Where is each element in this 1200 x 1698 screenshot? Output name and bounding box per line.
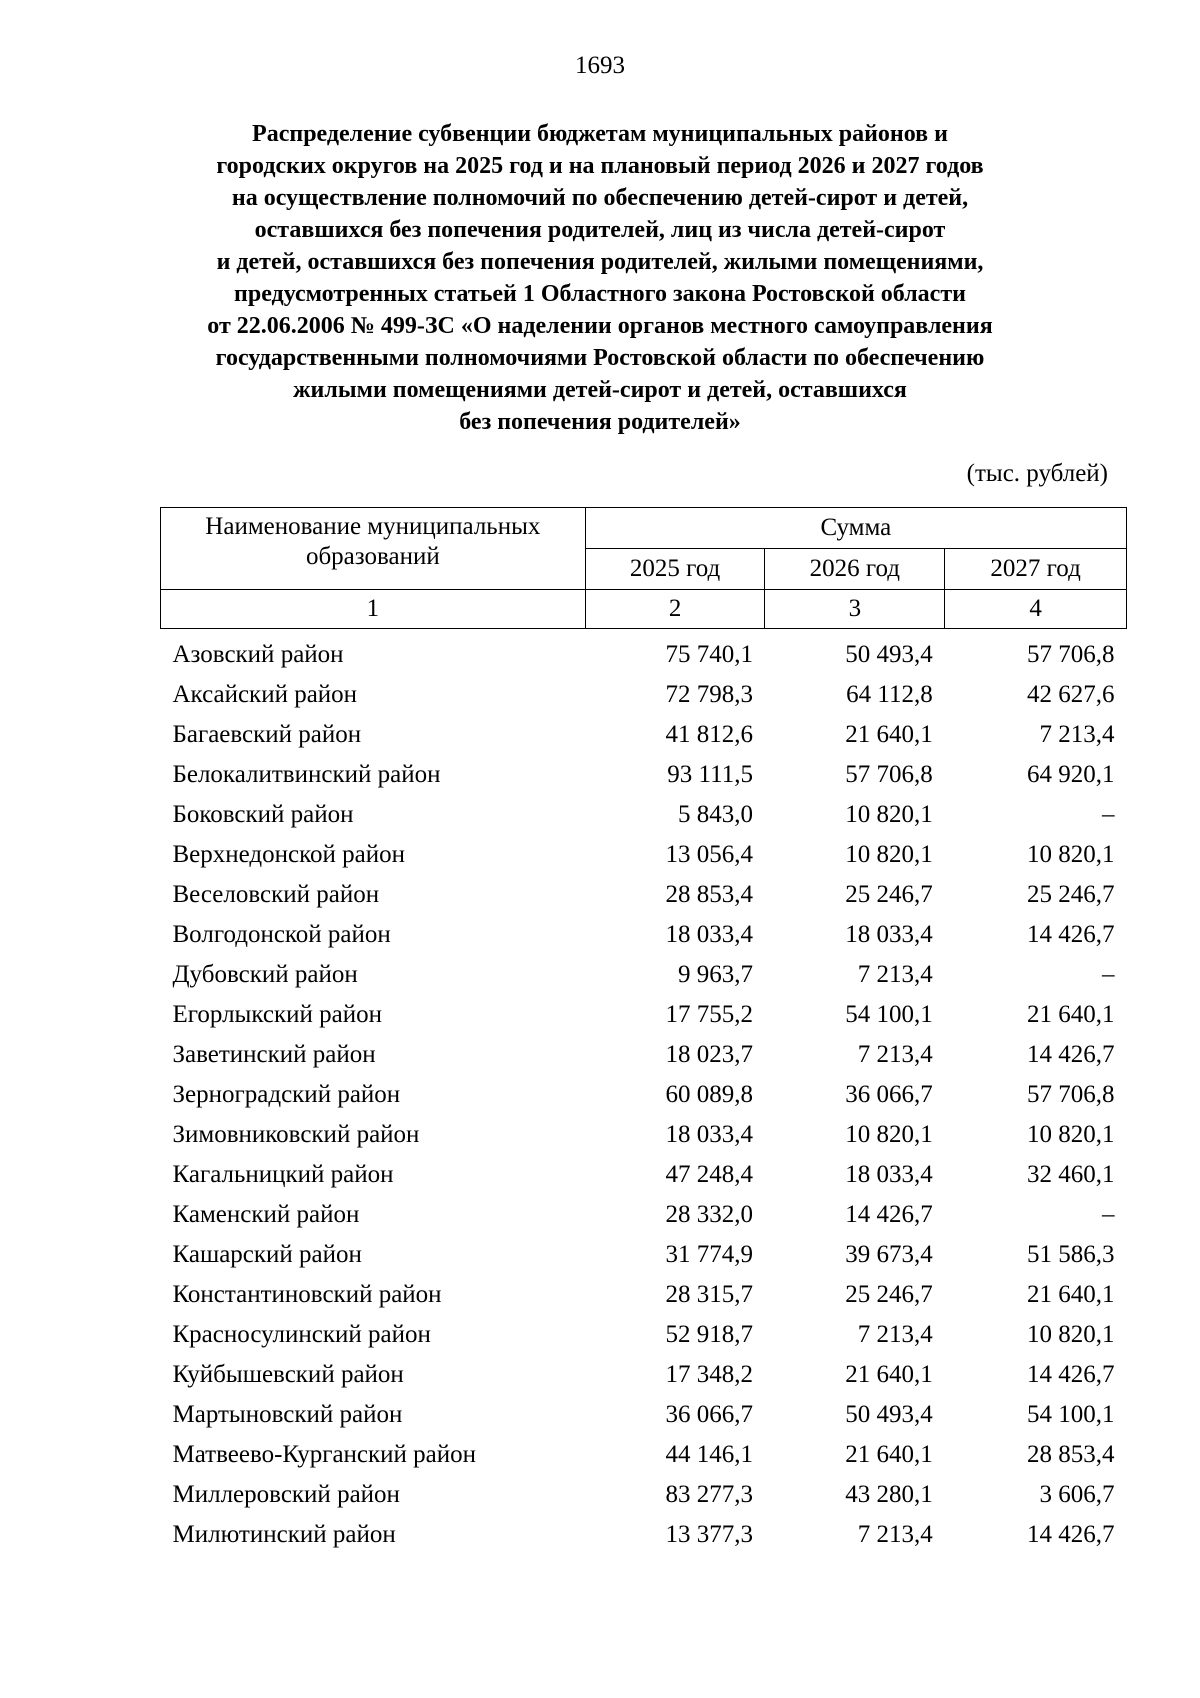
amount-2027-cell: 57 706,8: [1027, 1081, 1115, 1108]
amount-2025-cell: 41 812,6: [665, 721, 753, 748]
amount-2026-cell: 7 213,4: [857, 1041, 933, 1068]
amount-2026-cell: 25 246,7: [845, 881, 933, 908]
amount-2027-cell: 25 246,7: [1027, 881, 1115, 908]
amount-2027-cell: 21 640,1: [1027, 1281, 1115, 1308]
amount-2027-cell: –: [1102, 1201, 1115, 1228]
amount-2026-cell: 21 640,1: [845, 1441, 933, 1468]
amount-2025-cell: 28 315,7: [665, 1281, 753, 1308]
amount-2027-cell: 21 640,1: [1027, 1001, 1115, 1028]
municipality-name-cell: Зимовниковский район: [172, 1121, 420, 1148]
table-row: [161, 955, 1127, 995]
header-index: 1: [161, 590, 586, 629]
municipality-name-cell: Зерноградский район: [172, 1081, 401, 1108]
amount-2027-cell: –: [1102, 961, 1115, 988]
amount-2026-cell: 18 033,4: [845, 921, 933, 948]
amount-2027-cell: 14 426,7: [1027, 1041, 1115, 1068]
amount-2026-cell: 14 426,7: [845, 1201, 933, 1228]
municipality-name-cell: Заветинский район: [172, 1041, 376, 1068]
amount-2026-cell: 21 640,1: [845, 721, 933, 748]
amount-2025-cell: 9 963,7: [677, 961, 753, 988]
amount-2026-cell: 7 213,4: [857, 1321, 933, 1348]
amount-2026-cell: 39 673,4: [845, 1241, 933, 1268]
amount-2025-cell: 17 348,2: [665, 1361, 753, 1388]
amount-2026-cell: 36 066,7: [845, 1081, 933, 1108]
amount-2026-cell: 21 640,1: [845, 1361, 933, 1388]
amount-2027-cell: 10 820,1: [1027, 841, 1115, 868]
table-row: [161, 1035, 1127, 1075]
amount-2025-cell: 18 033,4: [665, 921, 753, 948]
municipality-name-cell: Веселовский район: [172, 881, 380, 908]
amount-2026-cell: 7 213,4: [857, 1521, 933, 1548]
title-line: Распределение субвенции бюджетам муниципальных районов и: [252, 121, 948, 147]
municipality-name-cell: Красносулинский район: [172, 1321, 431, 1348]
table-row: [161, 1155, 1127, 1195]
amount-2027-cell: 57 706,8: [1027, 641, 1115, 668]
amount-2027-cell: 3 606,7: [1039, 1481, 1115, 1508]
amount-2027-cell: 10 820,1: [1027, 1321, 1115, 1348]
title-line: оставшихся без попечения родителей, лиц из числа детей-сирот: [254, 217, 946, 243]
amount-2026-cell: 54 100,1: [845, 1001, 933, 1028]
amount-2026-cell: 10 820,1: [845, 841, 933, 868]
municipality-name-cell: Каменский район: [172, 1201, 360, 1228]
amount-2025-cell: 13 056,4: [665, 841, 753, 868]
amount-2026-cell: 10 820,1: [845, 1121, 933, 1148]
title-line: жилыми помещениями детей-сирот и детей, оставшихся: [293, 377, 907, 403]
table-row: [161, 1195, 1127, 1235]
table-row: [161, 835, 1127, 875]
distribution-table: [160, 507, 1127, 1555]
table-row: [161, 1315, 1127, 1355]
municipality-name-cell: Егорлыкский район: [172, 1001, 382, 1028]
table-row: [161, 1515, 1127, 1555]
amount-2027-cell: 14 426,7: [1027, 921, 1115, 948]
title-line: без попечения родителей»: [459, 409, 741, 435]
municipality-name-cell: Кашарский район: [172, 1241, 362, 1268]
municipality-name-cell: Верхнедонской район: [172, 841, 405, 868]
header-year-2026: 2026 год: [765, 549, 945, 590]
amount-2025-cell: 28 853,4: [665, 881, 753, 908]
page-number: 1693: [575, 52, 625, 79]
title-line: от 22.06.2006 № 499-ЗС «О наделении органов местного самоуправления: [207, 313, 993, 339]
table-row: [161, 715, 1127, 755]
amount-2027-cell: 54 100,1: [1027, 1401, 1115, 1428]
municipality-name-cell: Константиновский район: [172, 1281, 442, 1308]
amount-2026-cell: 50 493,4: [845, 1401, 933, 1428]
municipality-name-cell: Миллеровский район: [172, 1481, 400, 1508]
amount-2026-cell: 10 820,1: [845, 801, 933, 828]
table-body: [161, 629, 1127, 1556]
table-row: [161, 755, 1127, 795]
table-row: [161, 1475, 1127, 1515]
municipality-name-cell: Азовский район: [172, 641, 344, 668]
amount-2027-cell: 51 586,3: [1027, 1241, 1115, 1268]
document-title: [150, 118, 1050, 438]
amount-2026-cell: 18 033,4: [845, 1161, 933, 1188]
amount-2027-cell: –: [1102, 801, 1115, 828]
header-name-column: Наименование муниципальных образований: [161, 508, 586, 590]
amount-2027-cell: 10 820,1: [1027, 1121, 1115, 1148]
municipality-name-cell: Багаевский район: [172, 721, 362, 748]
amount-2027-cell: 28 853,4: [1027, 1441, 1115, 1468]
table-row: [161, 1235, 1127, 1275]
table-row: [161, 1115, 1127, 1155]
amount-2025-cell: 17 755,2: [665, 1001, 753, 1028]
amount-2025-cell: 44 146,1: [665, 1441, 753, 1468]
title-line: городских округов на 2025 год и на плановый период 2026 и 2027 годов: [216, 153, 984, 179]
amount-2025-cell: 18 033,4: [665, 1121, 753, 1148]
table-row: [161, 1435, 1127, 1475]
units-label: (тыс. рублей): [966, 460, 1108, 487]
amount-2025-cell: 28 332,0: [665, 1201, 753, 1228]
amount-2026-cell: 7 213,4: [857, 961, 933, 988]
table-row: [161, 1275, 1127, 1315]
amount-2026-cell: 50 493,4: [845, 641, 933, 668]
amount-2026-cell: 43 280,1: [845, 1481, 933, 1508]
municipality-name-cell: Аксайский район: [172, 681, 358, 708]
header-sum-group: Сумма: [585, 508, 1126, 549]
municipality-name-cell: Боковский район: [172, 801, 354, 828]
table-row: [161, 675, 1127, 715]
amount-2026-cell: 25 246,7: [845, 1281, 933, 1308]
amount-2025-cell: 93 111,5: [667, 761, 753, 788]
table-row: [161, 915, 1127, 955]
amount-2026-cell: 64 112,8: [846, 681, 933, 708]
amount-2025-cell: 75 740,1: [665, 641, 753, 668]
municipality-name-cell: Матвеево-Курганский район: [172, 1441, 477, 1468]
amount-2025-cell: 36 066,7: [665, 1401, 753, 1428]
amount-2027-cell: 42 627,6: [1027, 681, 1115, 708]
amount-2025-cell: 47 248,4: [665, 1161, 753, 1188]
title-line: на осуществление полномочий по обеспечению детей-сирот и детей,: [231, 185, 969, 211]
amount-2025-cell: 13 377,3: [665, 1521, 753, 1548]
title-line: предусмотренных статьей 1 Областного закона Ростовской области: [234, 281, 966, 307]
table-row: [161, 795, 1127, 835]
amount-2027-cell: 14 426,7: [1027, 1361, 1115, 1388]
table-row: [161, 1075, 1127, 1115]
municipality-name-cell: Дубовский район: [172, 961, 358, 988]
amount-2025-cell: 72 798,3: [665, 681, 753, 708]
table-row: [161, 1395, 1127, 1435]
municipality-name-cell: Мартыновский район: [172, 1401, 403, 1428]
header-year-2027: 2027 год: [945, 549, 1127, 590]
municipality-name-cell: Кагальницкий район: [172, 1161, 394, 1188]
amount-2025-cell: 31 774,9: [665, 1241, 753, 1268]
table-row: [161, 1355, 1127, 1395]
amount-2025-cell: 83 277,3: [665, 1481, 753, 1508]
table-row: [161, 629, 1127, 676]
header-index: 4: [945, 590, 1127, 629]
table-row: [161, 995, 1127, 1035]
amount-2025-cell: 18 023,7: [665, 1041, 753, 1068]
municipality-name-cell: Волгодонской район: [172, 921, 391, 948]
amount-2025-cell: 60 089,8: [665, 1081, 753, 1108]
title-line: и детей, оставшихся без попечения родителей, жилыми помещениями,: [216, 249, 984, 275]
amount-2027-cell: 64 920,1: [1027, 761, 1115, 788]
amount-2025-cell: 5 843,0: [677, 801, 753, 828]
amount-2027-cell: 32 460,1: [1027, 1161, 1115, 1188]
municipality-name-cell: Куйбышевский район: [172, 1361, 404, 1388]
municipality-name-cell: Белокалитвинский район: [172, 761, 441, 788]
title-line: государственными полномочиями Ростовской области по обеспечению: [215, 345, 985, 371]
amount-2025-cell: 52 918,7: [665, 1321, 753, 1348]
amount-2027-cell: 14 426,7: [1027, 1521, 1115, 1548]
header-year-2025: 2025 год: [585, 549, 765, 590]
header-index: 2: [585, 590, 765, 629]
amount-2027-cell: 7 213,4: [1039, 721, 1115, 748]
table-row: [161, 875, 1127, 915]
header-index: 3: [765, 590, 945, 629]
amount-2026-cell: 57 706,8: [845, 761, 933, 788]
municipality-name-cell: Милютинский район: [172, 1521, 396, 1548]
